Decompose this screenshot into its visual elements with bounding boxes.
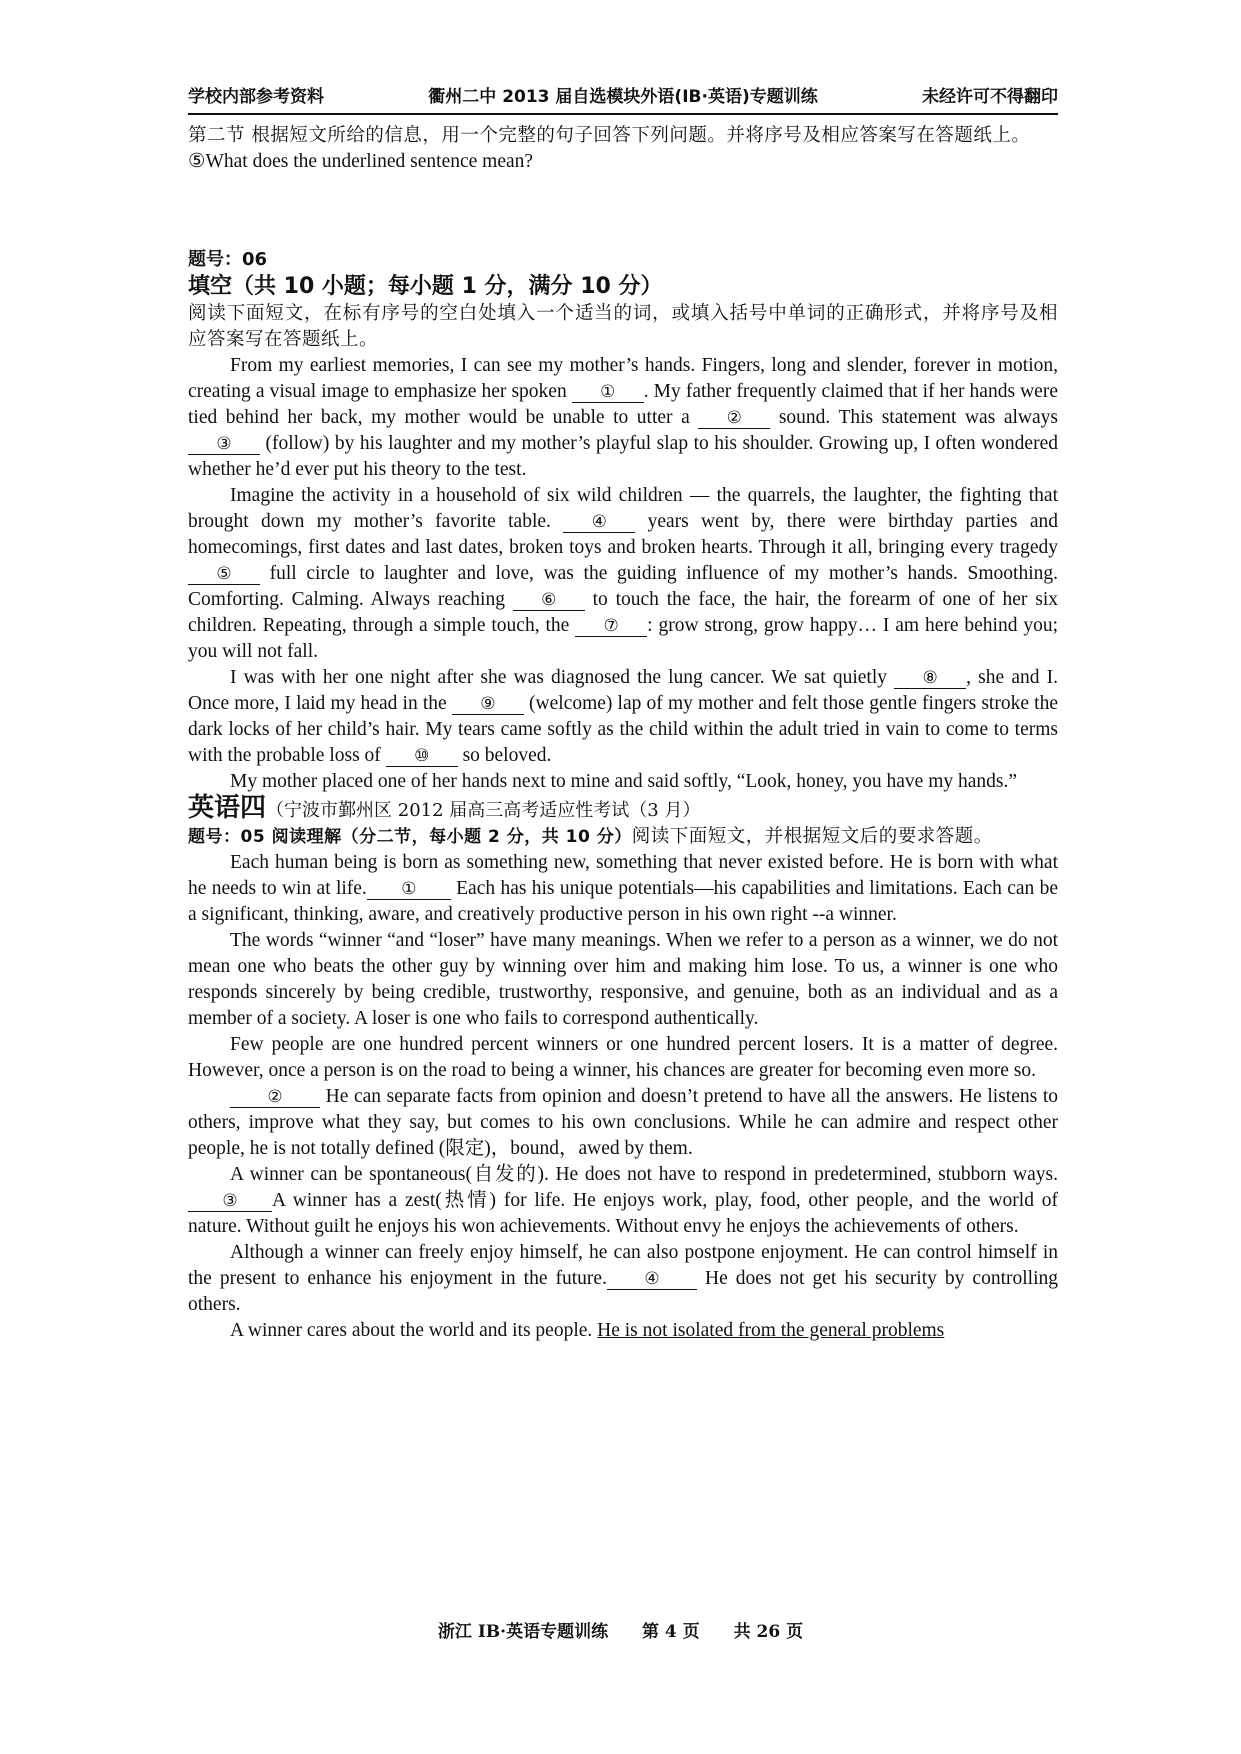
page-header	[188, 82, 1058, 115]
blank-2: ②	[698, 408, 770, 429]
passage2-paragraph-7: A winner cares about the world and its people. He is not isolated from the general problems	[230, 1320, 945, 1341]
q06-title: 填空（共 10 小题；每小题 1 分，满分 10 分）	[188, 274, 663, 299]
blank-6: ⑥	[513, 590, 585, 611]
passage1-paragraph-3: I was with her one night after she was diagnosed the lung cancer. We sat quietly ⑧ , she and I. Once more, I laid my head in the ⑨ (welcome) lap of my mother and felt those gentle fingers stroke the dark locks of her child’s hair. My tears came softly as the child within the adult tried in vain to come to terms with the probable loss of ⑩ so beloved.	[188, 667, 1058, 766]
blank-7: ⑦	[575, 616, 647, 637]
blank-1: ①	[572, 382, 644, 403]
blank-9: ⑨	[452, 694, 524, 715]
footer-total: 共 26 页	[733, 1622, 804, 1642]
page-footer	[0, 1617, 1241, 1642]
passage2-paragraph-5: A winner can be spontaneous(自发的). He does not have to respond in predetermined, stubborn ways. ③ A winner has a zest(热情) for life. He enjoys work, play, food, other people, and the world of nature. Without guilt he enjoys his won achievements. Without envy he enjoys the achievements of others.	[188, 1164, 1058, 1237]
p2-blank-2: ②	[230, 1087, 320, 1108]
passage1-paragraph-1: From my earliest memories, I can see my mother’s hands. Fingers, long and slender, forever in motion, creating a visual image to emphasize her spoken ① . My father frequently claimed that if her hands were tied behind her back, my mother would be unable to utter a ② sound. This statement was always ③ (follow) by his laughter and my mother’s playful slap to his shoulder. Growing up, I often wondered whether he’d ever put his theory to the test.	[188, 355, 1058, 480]
blank-4: ④	[563, 512, 635, 533]
passage2-paragraph-4: ② He can separate facts from opinion and doesn’t pretend to have all the answers. He listens to others, improve what they say, but comes to his own conclusions. While he can admire and respect other people, he is not totally defined (限定)，bound，awed by them.	[188, 1086, 1058, 1159]
blank-8: ⑧	[894, 668, 966, 689]
header-right: 未经许可不得翻印	[922, 87, 1058, 107]
passage2-paragraph-3: Few people are one hundred percent winners or one hundred percent losers. It is a matter of degree. However, once a person is on the road to being a winner, his chances are greater for becoming even more so.	[188, 1034, 1058, 1081]
passage1-paragraph-4: My mother placed one of her hands next to mine and said softly, “Look, honey, you have my hands.”	[230, 771, 1018, 792]
p2-blank-4: ④	[607, 1269, 697, 1290]
passage1-paragraph-2: Imagine the activity in a household of six wild children — the quarrels, the laughter, the fighting that brought down my mother’s favorite table. ④ years went by, there were birthday parties and homecomings, first dates and last dates, broken toys and broken hearts. Through it all, bringing every tragedy ⑤ full circle to laughter and love, was the guiding influence of my mother’s hands. Smoothing. Comforting. Calming. Always reaching ⑥ to touch the face, the hair, the forearm of one of her six children. Repeating, through a simple touch, the ⑦ : grow strong, grow happy… I am here behind you; you will not fall.	[188, 485, 1058, 662]
section2-instruction: 第二节 根据短文所给的信息，用一个完整的句子回答下列问题。并将序号及相应答案写在答题纸上。	[188, 125, 1031, 146]
question-5: ⑤What does the underlined sentence mean?	[188, 151, 534, 172]
passage2-paragraph-6: Although a winner can freely enjoy himself, he can also postpone enjoyment. He can control himself in the present to enhance his enjoyment in the future. ④ He does not get his security by controlling others.	[188, 1242, 1059, 1315]
blank-10: ⑩	[386, 746, 458, 767]
blank-5: ⑤	[188, 564, 260, 585]
p2-blank-3: ③	[188, 1191, 272, 1212]
document-page	[188, 82, 1058, 1344]
q05-heading: 题号：05 阅读理解（分二节，每小题 2 分，共 10 分）阅读下面短文，并根据短文后的要求答题。	[188, 826, 993, 847]
english4-title: 英语四	[188, 793, 267, 823]
english4-subtitle: （宁波市鄞州区 2012 届高三高考适应性考试（3 月）	[266, 800, 701, 821]
page-content	[188, 123, 1058, 1344]
header-left: 学校内部参考资料	[188, 87, 324, 107]
english4-heading	[188, 795, 1058, 824]
passage2-paragraph-2: The words “winner “and “loser” have many meanings. When we refer to a person as a winner, we do not mean one who beats the other guy by winning over him and making him lose. To us, a winner is one who responds sincerely by being credible, trustworthy, responsive, and genuine, both as an individual and as a member of a society. A loser is one who fails to correspond authentically.	[188, 930, 1058, 1029]
blank-3: ③	[188, 434, 260, 455]
p2-blank-1: ①	[367, 879, 451, 900]
q06-instruction: 阅读下面短文，在标有序号的空白处填入一个适当的词，或填入括号中单词的正确形式，并将序号及相应答案写在答题纸上。	[188, 303, 1058, 350]
q06-number: 题号：06	[188, 249, 268, 270]
passage2-paragraph-1: Each human being is born as something new, something that never existed before. He is born with what he needs to win at life. ① Each has his unique potentials—his capabilities and limitations. Each can be a significant, thinking, aware, and creatively productive person in his own right --a winner.	[188, 852, 1058, 925]
footer-title: 浙江 IB·英语专题训练	[437, 1622, 609, 1642]
underlined-sentence: He is not isolated from the general problems	[597, 1320, 945, 1341]
footer-page: 第 4 页	[642, 1622, 700, 1642]
header-center: 衢州二中 2013 届自选模块外语(IB·英语)专题训练	[428, 87, 818, 107]
